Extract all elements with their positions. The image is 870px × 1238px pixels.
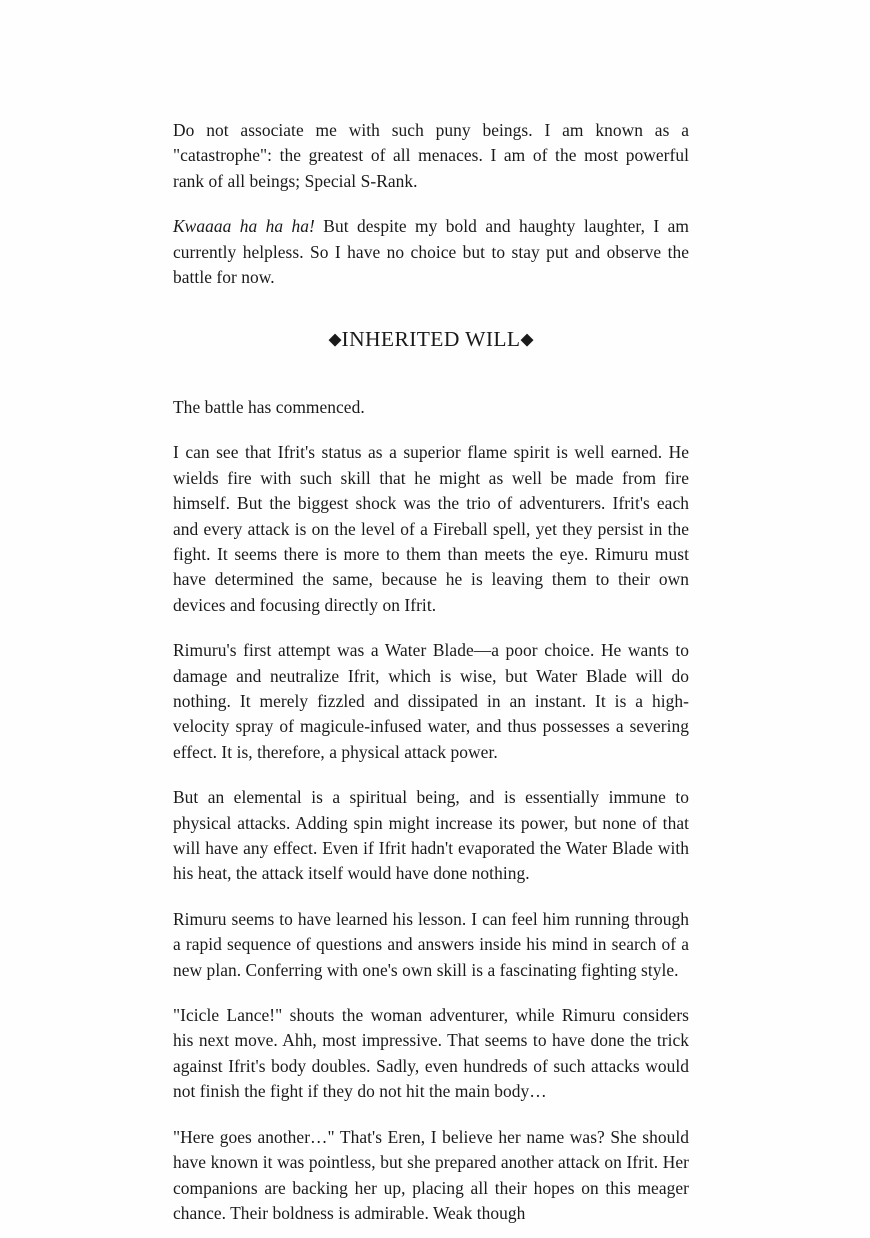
- section-heading-label: INHERITED WILL: [341, 327, 521, 352]
- paragraph-9: "Here goes another…" That's Eren, I believe her name was? She should have known it was pointless, but she prepared another attack on Ifrit. Her companions are backing her up, placing all their hopes on this meager chance. Their boldness is admirable. Weak though: [173, 1126, 689, 1223]
- diamond-ornament-left-icon: ◆: [328, 329, 342, 349]
- paragraph-2-text: But despite my bold and haughty laughter, I am currently helpless. So I have no choice but to stay put and observe the battle for now.: [173, 216, 689, 288]
- paragraph-8: "Icicle Lance!" shouts the woman adventurer, while Rimuru considers his next move. Ahh, most impressive. That seems to have done the trick against Ifrit's body doubles. Sadly, even hundreds of such attacks would not finish the fight if they do not hit the main body…: [173, 1005, 689, 1102]
- paragraph-6: But an elemental is a spiritual being, and is essentially immune to physical attacks. Adding spin might increase its power, but none of that will have any effect. Even if Ifrit hadn't evaporated the Water Blade with his heat, the attack itself would have done nothing.: [173, 787, 689, 884]
- paragraph-3: The battle has commenced.: [173, 396, 365, 417]
- italic-laughter-phrase: Kwaaaa ha ha ha!: [173, 216, 315, 237]
- paragraph-5: Rimuru's first attempt was a Water Blade—a poor choice. He wants to damage and neutralize Ifrit, which is wise, but Water Blade will do nothing. It merely fizzled and dissipated in an instant. It is a high-velocity spray of magicule-infused water, and thus possesses a severing effect. It is, therefore, a physical attack power.: [173, 640, 689, 762]
- paragraph-2: [173, 214, 689, 290]
- diamond-ornament-right-icon: ◆: [520, 329, 534, 349]
- paragraph-4: I can see that Ifrit's status as a superior flame spirit is well earned. He wields fire with such skill that he might as well be made from fire himself. But the biggest shock was the trio of adventurers. Ifrit's each and every attack is on the level of a Fireball spell, yet they persist in the fight. It seems there is more to them than meets the eye. Rimuru must have determined the same, because he is leaving them to their own devices and focusing directly on Ifrit.: [173, 442, 689, 615]
- section-heading-block: [173, 326, 689, 353]
- paragraph-7: Rimuru seems to have learned his lesson. I can feel him running through a rapid sequence of questions and answers inside his mind in search of a new plan. Conferring with one's own skill is a fascinating fighting style.: [173, 908, 689, 980]
- paragraph-1: Do not associate me with such puny beings. I am known as a "catastrophe": the greatest of all menaces. I am of the most powerful rank of all beings; Special S-Rank.: [173, 120, 689, 191]
- text-column: [173, 118, 689, 1226]
- section-heading: [173, 326, 689, 353]
